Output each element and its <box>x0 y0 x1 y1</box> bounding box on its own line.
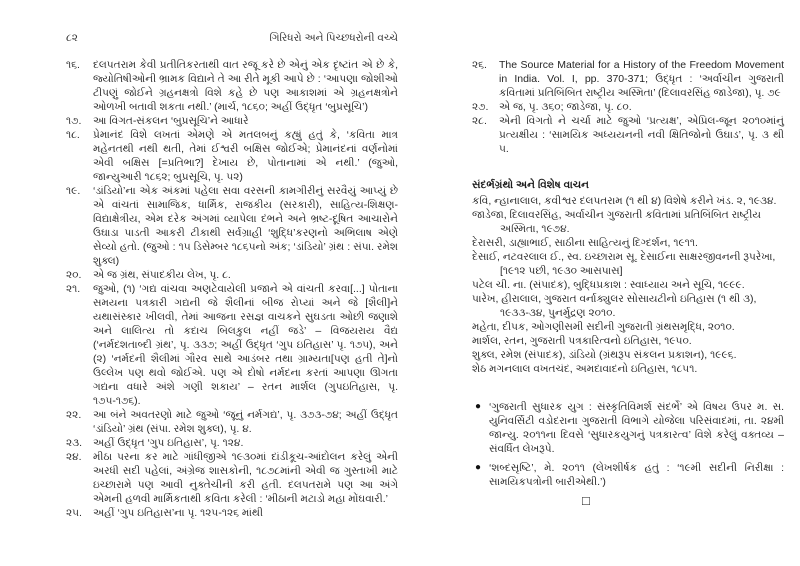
note-item <box>66 58 398 114</box>
note-text: એ જ ગ્રંથ, સંપાદકીય લેખ, પૃ. ૮. <box>93 269 231 281</box>
note-text: ‘ડાંડિયો’ના એક અંકમાં પહેલા સવા વરસની કામગીરીનું સરવૈયું આપ્યું છે એ વાંચતાં સામાજિક, ધાર્મિક, રાજકીય (સરકારી), સાહિત્ય-શિક્ષણ-વિદ્યાક્ષેત્રીય, એમ દરેક અંગમાં વ્યાપેલા દંભને અને ભ્રષ્ટ-દૂષિત આચારોને ઉઘાડા પાડતી આકરી ટીકાથી સર્વગ્રાહી ‘શુદ્ધિ’કરણનો અભિલાષ એણે સેવ્યો હતો. (જુઓ : ૧૫ ડિસેમ્બર ૧૮૬૫નો અંક; ‘ડાંડિયો’ ગ્રંથ : સંપા. રમેશ શુક્લ) <box>93 185 398 267</box>
reference-item: દેસાઈ, નટવરલાલ ઈ., સ્વ. ઇચ્છારામ સૂ. દેસાઈના સાક્ષરજીવનની રૂપરેખા, [૧૯૧૨ પછી, ૧૯૩૦ આસપાસ] <box>472 251 776 277</box>
addendum-text: ‘ગુજરાતી સુધારક યુગ : સંસ્કૃતિવિમર્શ સંદર્ભે’ એ વિષય ઉપર મ. સ. યુનિવર્સિટી વડોદરાના ગુજરાતી વિભાગે યોજેલા પરિસંવાદમાં, તા. ૨૪મી જાન્યુ. ૨૦૧૧ના દિવસે ‘સુધારકયુગનું પત્રકારત્વ’ વિશે કરેલું વક્તવ્ય – સંવર્ધિત લેખરૂપે. <box>489 401 784 455</box>
note-text: દલપતરામ કેવી પ્રતીતિકરતાથી વાત રજૂ કરે છે એનું એક દૃષ્ટાંત એ છે કે, જ્યોતિષીઓની ભ્રામક વિદ્યાને તે આ રીતે મૂકી આપે છે : ‘આપણા જોશીઓ ટીપણું જોઈને ગ્રહનક્ષત્રો વિશે કહે છે પણ આકાશમાં એ ગ્રહનક્ષત્રોને ઓળખી બતાવી શકતા નથી.’ (માર્ચ, ૧૮૬૦; અહીં ઉદ્ધૃત ‘બુપ્રસૂચિ’) <box>93 59 398 113</box>
note-item <box>66 128 398 184</box>
reference-item: માર્શલ, રતન, ગુજરાતી પત્રકારિત્વનો ઇતિહાસ, ૧૯૫૦. <box>472 335 692 347</box>
endnotes-list-left <box>66 58 398 520</box>
note-item <box>472 100 784 114</box>
left-column <box>66 31 398 520</box>
addendum-item <box>472 400 784 456</box>
note-number: ૨૮. <box>472 115 487 127</box>
note-text: The Source Material for a History of the Freedom Movement in India. Vol. I, pp. 370-371; ઉદ્ધૃત : ‘અર્વાચીન ગુજરાતી કવિતામાં પ્રતિબિંબિત રાષ્ટ્રીય અસ્મિતા’ (દિલાવરસિંહ જાડેજા), પૃ. ૭૯ <box>499 59 784 99</box>
reference-item: પારેખ, હીરાલાલ, ગુજરાત વર્નાક્યુલર સોસાયટીનો ઇતિહાસ (૧ થી ૩), ૧૯૩૩-૩૪, પુનર્મુદ્રણ ૨૦૧૦. <box>472 293 757 319</box>
bullet-icon: ● <box>475 462 482 473</box>
note-number: ૨૩. <box>66 437 83 449</box>
reference-item: પટેલ ચી. ના. (સંપાદક), બુદ્ધિપ્રકાશ : સ્વાધ્યાય અને સૂચિ, ૧૯૯૯. <box>472 279 745 291</box>
note-item <box>66 450 398 506</box>
references-list <box>472 194 784 376</box>
note-item <box>66 506 398 520</box>
reference-item: જાડેજા, દિલાવરસિંહ, અર્વાચીન ગુજરાતી કવિતામાં પ્રતિબિંબિત રાષ્ટ્રીય અસ્મિતા, ૧૯૭૪. <box>472 209 761 235</box>
note-number: ૧૬. <box>66 59 80 71</box>
page-header <box>66 31 398 45</box>
note-text: મીઠા પરના કર માટે ગાંધીજીએ ૧૯૩૦માં દાંડીકૂચ-આંદોલન કરેલું એની અરધી સદી પહેલાં, અંગ્રેજ શાસકોની, ૧૮૭૮માંની એવી જ ગુસ્તાખી માટે ઇચ્છારામે પણ આવી નુક્તેચીની કરી હતી. દલપતરામે પણ આ અંગે એમની હળવી માર્મિકતાથી કવિતા કરેલી : ‘મીઠાની મટાડો મહા મોંઘવારી.’ <box>93 451 398 505</box>
note-number: ૨૦. <box>66 269 82 281</box>
endnotes-list-right <box>472 58 784 156</box>
note-item <box>66 408 398 436</box>
note-text: આ વિગત-સંકલન ‘બુપ્રસૂચિ’ને આધારે <box>93 115 249 127</box>
note-number: ૨૧. <box>66 283 81 295</box>
addenda-list <box>472 400 784 489</box>
reference-item: દેરાસરી, ડાહ્યાભાઈ, સાઠીના સાહિત્યનું દિગ્દર્શન, ૧૯૧૧. <box>472 237 698 249</box>
note-text: અહીં ‘ગુપ ઇતિહાસ’ના પૃ. ૧૨૫-૧૨૬ માંથી <box>93 507 263 519</box>
references-heading: સંદર્ભગ્રંથો અને વિશેષ વાચન <box>472 179 589 191</box>
note-item <box>472 58 784 100</box>
note-text: આ બંને અવતરણો માટે જુઓ ‘જૂનું નર્મગદ્ય’, પૃ. ૩૭૩-૭૪; અહીં ઉદ્ધૃત ‘ડાંડિયો’ ગ્રંથ (સંપા. રમેશ શુક્લ), પૃ. ૪. <box>93 409 398 435</box>
note-text: એની વિગતો ને ચર્ચા માટે જુઓ ‘પ્રત્યક્ષ’, એપ્રિલ-જૂન ૨૦૧૦માંનું પ્રત્યક્ષીય : ‘સામયિક અધ્યયનની નવી ક્ષિતિજોનો ઉઘાડ’, પૃ. ૩ થી ૫. <box>499 115 784 155</box>
end-mark-row <box>472 494 784 509</box>
note-text: જુઓ, (૧) ‘ગદ્ય વાંચવા અણટેવાયેલી પ્રજાને એ વાંચતી કરવા[...] પોતાના સમયના પત્રકારી ગદ્યની જે શૈલીનાં બીજ રોપ્યાં અને જે [શૈલી]ને યથાસંસ્કાર ખીલવી, તેમાં આજના રસજ્ઞ વાચકને સુઘડતા ઓછી જણાશે અને લાલિત્ય તો કદાચ બિલકુલ નહીં જડે’ – વિજયરાય વૈદ્ય (‘નર્મદશતાબ્દી ગ્રંથ’, પૃ. ૩૩૭; અહીં ઉદ્ધૃત ‘ગુપ ઇતિહાસ’ પૃ. ૧૭૫), અને (૨) ‘નર્મદની શૈલીમાં ગૌરવ સાથે આડંબર તથા ગ્રામ્યતા[પણ હતી તે]નો ઉલ્લેખ પણ થવો જોઈએ. પણ એ દોષો નર્મદના કરતાં આપણા ઊગતા ગદ્યના વધારે અંશે ગણી શકાય’ – રતન માર્શલ (ગુપઇતિહાસ, પૃ. ૧૭૫-૧૭૬). <box>93 283 398 407</box>
addendum-text: ‘શબ્દસૃષ્ટિ’, મે. ૨૦૧૧ (લેખશીર્ષક હતું : ‘૧૯મી સદીની નિરીક્ષા : સામયિકપત્રોની બારીએથી.’) <box>489 462 784 488</box>
note-text: પ્રેમાનંદ વિશે લખતાં એમણે એ મતલબનું કહ્યું હતું કે, ‘કવિતા માત્ર મહેનતથી નથી થતી, તેમાં ઈશ્વરી બક્ષિસ જોઈએ; પ્રેમાનંદનાં વર્ણનોમાં એવી બક્ષિસ [=પ્રતિભા?] દેખાય છે, પોતાનામાં એ નથી.’ (જુઓ, જાન્યુઆરી ૧૮૬૨; બુપ્રસૂચિ, પૃ. ૫૨) <box>93 129 398 183</box>
bullet-icon: ● <box>475 401 482 412</box>
note-text: એ જ, પૃ. ૩૬૦; જાડેજા, પૃ. ૮૦. <box>499 101 632 113</box>
note-item <box>66 282 398 408</box>
reference-item: શેઠ મગનલાલ વખતચંદ, અમદાવાદનો ઇતિહાસ, ૧૮૫૧. <box>472 363 698 375</box>
right-column <box>472 58 784 509</box>
note-number: ૧૯. <box>66 185 81 197</box>
note-number: ૨૭. <box>472 101 489 113</box>
addendum-item <box>472 461 784 489</box>
note-number: ૨૬. <box>472 59 487 71</box>
running-head: ગિરિધરો અને પિચ્છધરોની વચ્ચે <box>269 32 398 44</box>
note-text: અહીં ઉદ્ધૃત ‘ગુપ ઇતિહાસ’, પૃ. ૧૨૪. <box>93 437 244 449</box>
note-item <box>66 184 398 268</box>
note-number: ૨૨. <box>66 409 82 421</box>
reference-item: શુક્લ, રમેશ (સંપાદક), ડાંડિયો (ગ્રંથરૂપ સંકલન પ્રકાશન), ૧૯૯૬. <box>472 349 737 361</box>
reference-item: મહેતા, દીપક, ઓગણીસમી સદીની ગુજરાતી ગ્રંથસમૃદ્ધિ, ૨૦૧૦. <box>472 321 735 333</box>
note-number: ૨૪. <box>66 451 82 463</box>
note-number: ૧૭. <box>66 115 82 127</box>
page-number: ૮૨ <box>66 32 78 44</box>
note-number: ૨૫. <box>66 507 82 519</box>
note-number: ૧૮. <box>66 129 80 141</box>
end-mark-square: □ <box>582 493 590 508</box>
note-item <box>472 114 784 156</box>
reference-item: કવિ, ન્હાનાલાલ, કવીશ્વર દલપતરામ (૧ થી ૪) વિશેષે કરીને ખંડ. ૨, ૧૯૩૪. <box>472 195 777 207</box>
note-item <box>66 268 398 282</box>
note-item <box>66 436 398 450</box>
note-item <box>66 114 398 128</box>
